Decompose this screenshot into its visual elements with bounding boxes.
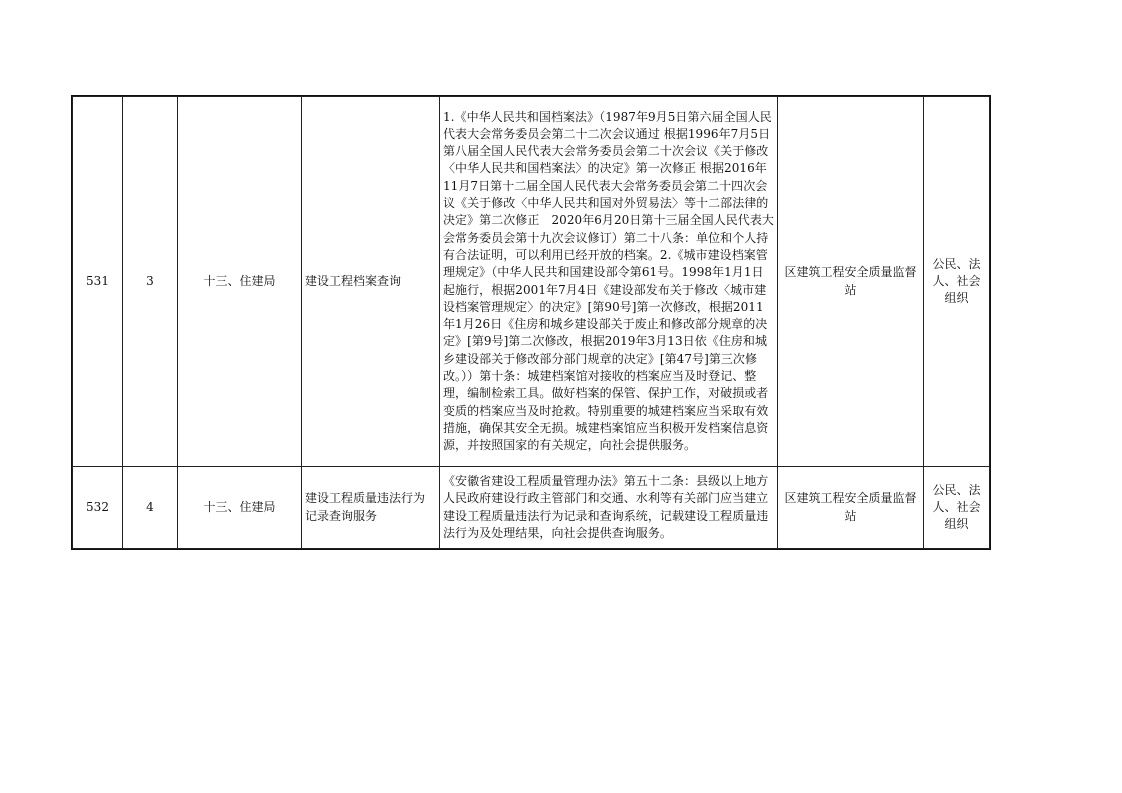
legal-basis-cell: 1.《中华人民共和国档案法》（1987年9月5日第六届全国人民代表大会常务委员会第二十二次会议通过 根据1996年7月5日第八届全国人民代表大会常务委员会第二十次会议《关于修改〈中华人民共和国档案法〉的决定》第一次修正 根据2016年11月7日第十二届全国人民代表大会常务委员会第二十四次会议《关于修改〈中华人民共和国对外贸易法〉等十二部法律的决定》第二次修正 2020年6月20日第十三届全国人民代表大会常务委员会第十九次会议修订）第二十八条：单位和个人持有合法证明，可以利用已经开放的档案。2.《城市建设档案管理规定》（中华人民共和国建设部令第61号。1998年1月1日起施行，根据2001年7月4日《建设部发布关于修改〈城市建设档案管理规定〉的决定》[第90号]第一次修改，根据2011年1月26日《住房和城乡建设部关于废止和修改部分规章的决定》[第9号]第二次修改，根据2019年3月13日依《住房和城乡建设部关于修改部分部门规章的决定》[第47号]第三次修改。））第十条：城建档案馆对接收的档案应当及时登记、整理，编制检索工具。做好档案的保管、保护工作，对破损或者变质的档案应当及时抢救。特别重要的城建档案应当采取有效措施，确保其安全无损。城建档案馆应当积极开发档案信息资源，并按照国家的有关规定，向社会提供服务。	[440, 97, 778, 467]
legal-basis-cell: 《安徽省建设工程质量管理办法》第五十二条：县级以上地方人民政府建设行政主管部门和交通、水利等有关部门应当建立建设工程质量违法行为记录和查询系统，记载建设工程质量违法行为及处理结果，向社会提供查询服务。	[440, 467, 778, 549]
seq-cell: 532	[73, 467, 123, 549]
department-cell: 十三、住建局	[178, 97, 302, 467]
department-cell: 十三、住建局	[178, 467, 302, 549]
table-row	[73, 467, 990, 549]
responsible-unit-cell: 区建筑工程安全质量监督站	[778, 467, 924, 549]
item-name-cell: 建设工程档案查询	[302, 97, 440, 467]
responsible-unit-cell: 区建筑工程安全质量监督站	[778, 97, 924, 467]
sub-number-cell: 4	[123, 467, 178, 549]
item-name-cell: 建设工程质量违法行为记录查询服务	[302, 467, 440, 549]
service-items-table	[72, 96, 990, 549]
target-cell: 公民、法人、社会组织	[924, 467, 990, 549]
seq-cell: 531	[73, 97, 123, 467]
target-cell: 公民、法人、社会组织	[924, 97, 990, 467]
table-row	[73, 97, 990, 467]
sub-number-cell: 3	[123, 97, 178, 467]
